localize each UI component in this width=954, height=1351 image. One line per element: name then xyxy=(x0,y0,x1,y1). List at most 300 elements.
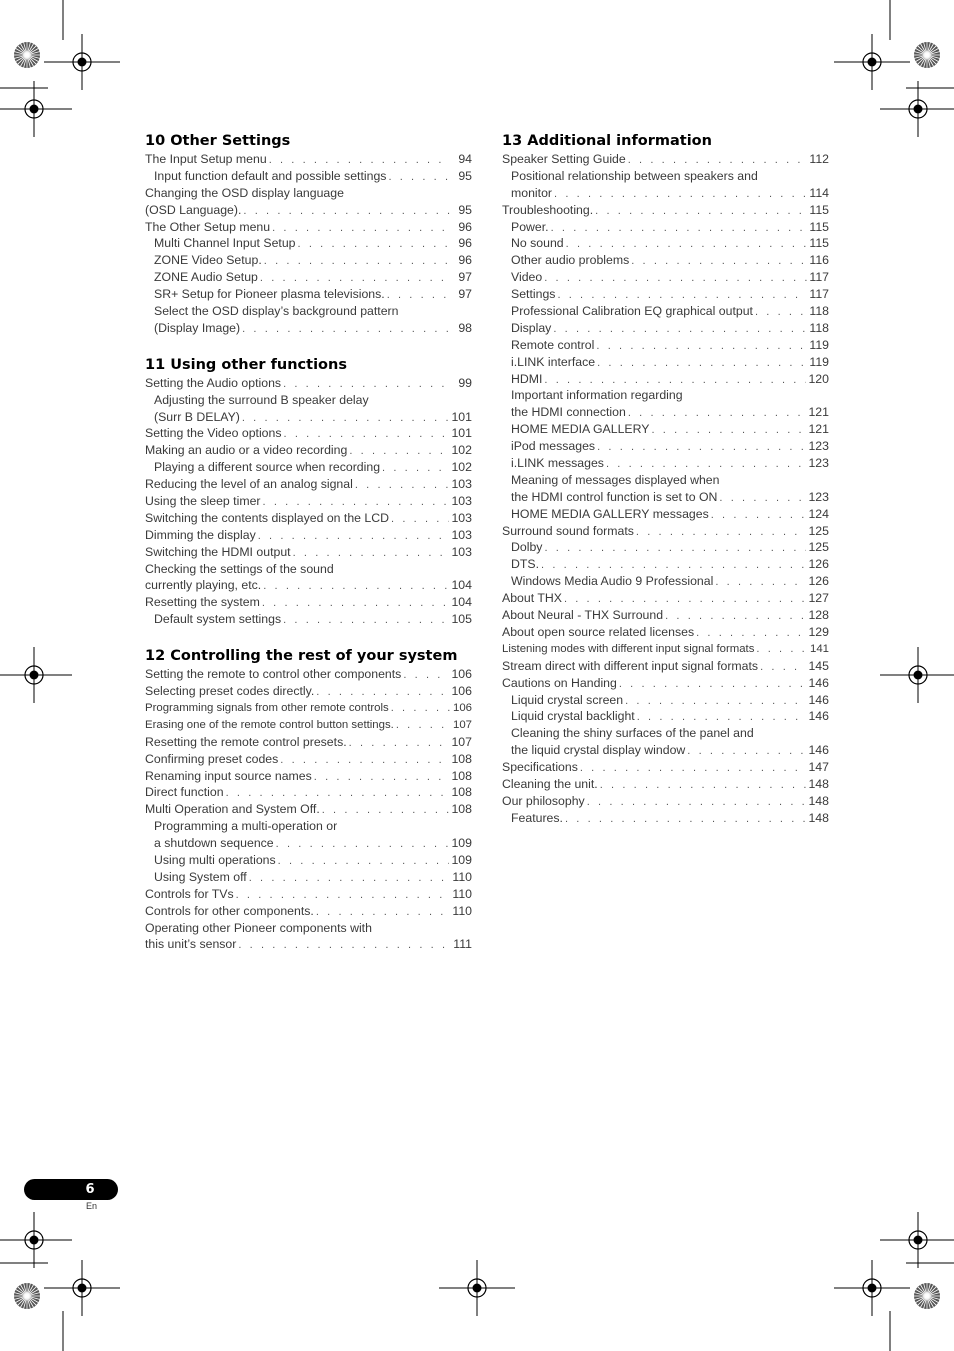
toc-entry-page: 107 xyxy=(452,718,472,731)
section-title: 13 Additional information xyxy=(502,133,712,149)
toc-entry-page: 97 xyxy=(458,270,472,285)
toc-entry xyxy=(145,303,472,320)
toc-entry xyxy=(145,527,472,544)
toc-entry-title: (Surr B DELAY) xyxy=(154,409,240,424)
toc-entry-page: 118 xyxy=(809,320,829,335)
toc-entry-page: 128 xyxy=(808,608,829,623)
dot-leader xyxy=(715,574,806,590)
dot-leader xyxy=(652,422,807,438)
toc-entry xyxy=(145,510,472,527)
toc-entry xyxy=(502,556,829,573)
toc-entry-page: 96 xyxy=(458,219,472,234)
dot-leader xyxy=(391,700,450,717)
toc-entry-title: Important information regarding xyxy=(511,388,683,403)
dot-leader xyxy=(349,735,450,751)
toc-entry-page: 125 xyxy=(808,540,829,555)
toc-entry-page: 146 xyxy=(808,692,829,707)
toc-entry-title: Reducing the level of an analog signal xyxy=(145,477,353,492)
toc-entry-page: 103 xyxy=(451,494,472,509)
toc-entry xyxy=(145,869,472,886)
toc-entry xyxy=(145,476,472,493)
dot-leader xyxy=(316,904,450,920)
toc-entry-title: Playing a different source when recording xyxy=(154,460,381,475)
dot-leader xyxy=(756,641,807,658)
registration-target-icon xyxy=(834,1260,910,1316)
toc-entry-page: 116 xyxy=(809,253,829,268)
toc-entry-title: Select the OSD display’s background pattern xyxy=(154,304,399,319)
toc-entry-title: Erasing one of the remote control button settings. xyxy=(145,718,394,731)
toc-entry-page: 101 xyxy=(451,426,472,441)
toc-entry-title: HOME MEDIA GALLERY messages xyxy=(511,506,709,521)
toc-entry-title: Checking the settings of the sound xyxy=(145,561,334,576)
toc-entry xyxy=(145,784,472,801)
toc-entry xyxy=(502,185,829,202)
toc-entry-title: Cleaning the shiny surfaces of the panel and xyxy=(511,726,754,741)
toc-entry xyxy=(502,607,829,624)
toc-entry xyxy=(145,835,472,852)
toc-entry-page: 146 xyxy=(808,743,829,758)
toc-entry-title: Cleaning the unit. xyxy=(502,776,598,791)
toc-entry-title: (Display Image) xyxy=(154,320,241,335)
toc-entry-title: Power. xyxy=(511,219,549,234)
toc-entry xyxy=(145,936,472,953)
toc-entry xyxy=(502,692,829,709)
dot-leader xyxy=(587,794,807,810)
toc-entry-page: 115 xyxy=(809,202,829,217)
dot-leader xyxy=(298,236,450,252)
toc-entry xyxy=(502,252,829,269)
toc-entry xyxy=(502,641,829,658)
toc-entry-page: 121 xyxy=(808,405,829,420)
toc-entry-title: Troubleshooting. xyxy=(502,202,594,217)
toc-entry-page: 108 xyxy=(451,768,472,783)
dot-leader xyxy=(243,203,450,219)
dot-leader xyxy=(551,220,807,236)
toc-entry-title: Changing the OSD display language xyxy=(145,185,344,200)
toc-section xyxy=(145,647,472,953)
toc-entry-title: Specifications xyxy=(502,760,578,775)
toc-entry xyxy=(502,269,829,286)
toc-entry xyxy=(502,151,829,168)
toc-entry-title: currently playing, etc. xyxy=(145,578,262,593)
toc-entry-title: Using System off xyxy=(154,869,247,884)
section-title: 11 Using other functions xyxy=(145,356,347,373)
dot-leader xyxy=(564,591,807,607)
toc-entry xyxy=(502,371,829,388)
toc-entry-page: 148 xyxy=(808,793,829,808)
registration-target-icon xyxy=(0,647,72,703)
toc-entry-title: Speaker Setting Guide xyxy=(502,152,626,166)
registration-target-icon xyxy=(44,34,120,90)
dot-leader xyxy=(628,405,807,421)
dot-leader xyxy=(284,426,450,442)
toc-entry xyxy=(502,202,829,219)
dot-leader xyxy=(355,477,450,493)
toc-entry-page: 124 xyxy=(808,506,829,521)
toc-entry xyxy=(502,658,829,675)
dot-leader xyxy=(755,304,807,320)
section-gap xyxy=(145,337,472,356)
toc-entry-title: Windows Media Audio 9 Professional xyxy=(511,574,714,589)
dot-leader xyxy=(272,220,450,236)
toc-entry-title: No sound xyxy=(511,236,564,251)
toc-entry xyxy=(145,235,472,252)
registration-target-icon xyxy=(880,1212,954,1268)
registration-target-icon xyxy=(880,81,954,137)
toc-entry-page: 104 xyxy=(451,595,472,610)
dot-leader xyxy=(719,490,806,506)
toc-entry xyxy=(145,717,472,734)
toc-entry xyxy=(502,472,829,489)
toc-entry-title: (OSD Language). xyxy=(145,202,242,217)
toc-entry-page: 96 xyxy=(458,253,472,268)
toc-entry-page: 108 xyxy=(451,785,472,800)
toc-entry xyxy=(502,303,829,320)
toc-entry-page: 114 xyxy=(809,185,829,200)
toc-entry-title: monitor xyxy=(511,185,553,200)
toc-entry xyxy=(502,286,829,303)
toc-entry-page: 118 xyxy=(809,304,829,319)
registration-target-icon xyxy=(44,1260,120,1316)
toc-entry-title: About THX xyxy=(502,591,562,606)
toc-entry-page: 99 xyxy=(458,375,472,390)
registration-target-icon xyxy=(880,647,954,703)
toc-entry-page: 103 xyxy=(451,477,472,492)
toc-entry xyxy=(145,561,472,578)
toc-entry-page: 102 xyxy=(451,460,472,475)
toc-entry-page: 105 xyxy=(451,612,472,627)
toc-entry-title: Other audio problems xyxy=(511,253,630,268)
toc-section xyxy=(502,132,829,827)
dot-leader xyxy=(316,684,449,700)
dot-leader xyxy=(566,236,807,252)
toc-entry xyxy=(145,425,472,442)
toc-entry-page: 146 xyxy=(808,675,829,690)
toc-entry-title: Operating other Pioneer components with xyxy=(145,920,372,935)
dot-leader xyxy=(391,511,449,527)
toc-entry-title: Settings xyxy=(511,287,556,302)
toc-entry-title: Professional Calibration EQ graphical output xyxy=(511,304,753,319)
toc-entry-page: 126 xyxy=(808,557,829,572)
toc-entry xyxy=(145,375,472,392)
dot-leader xyxy=(280,752,449,768)
toc-entry xyxy=(145,151,472,168)
dot-leader xyxy=(263,578,449,594)
toc-entry-title: Our philosophy xyxy=(502,793,585,808)
toc-entry-page: 109 xyxy=(451,852,472,867)
toc-entry-page: 106 xyxy=(451,667,472,682)
toc-entry xyxy=(145,219,472,236)
dot-leader xyxy=(553,321,807,337)
toc-entry-page: 103 xyxy=(451,527,472,542)
toc-entry-page: 110 xyxy=(452,869,472,884)
dot-leader xyxy=(597,439,806,455)
toc-entry-page: 123 xyxy=(808,456,829,471)
toc-entry-page: 101 xyxy=(451,409,472,424)
toc-entry-page: 145 xyxy=(808,658,829,673)
toc-entry-title: HOME MEDIA GALLERY xyxy=(511,422,650,437)
toc-entry xyxy=(502,523,829,540)
dot-leader xyxy=(283,612,449,628)
toc-entry-title: Switching the contents displayed on the LCD xyxy=(145,510,390,525)
toc-left-column xyxy=(145,132,472,953)
dot-leader xyxy=(293,545,450,561)
dot-leader xyxy=(631,253,807,269)
toc-entry-page: 109 xyxy=(451,836,472,851)
dot-leader xyxy=(595,203,807,219)
dot-leader xyxy=(687,743,806,759)
dot-leader xyxy=(597,355,807,371)
toc-entry-page: 108 xyxy=(451,751,472,766)
toc-entry-page: 107 xyxy=(451,734,472,749)
section-title: 12 Controlling the rest of your system xyxy=(145,648,458,665)
toc-entry xyxy=(502,708,829,725)
registration-star-icon xyxy=(14,42,40,68)
toc-entry-title: the HDMI control function is set to ON xyxy=(511,489,718,504)
toc-entry-page: 120 xyxy=(808,371,829,386)
dot-leader xyxy=(557,287,807,303)
toc-entry xyxy=(145,544,472,561)
dot-leader xyxy=(606,456,807,472)
toc-entry-title: Setting the Audio options xyxy=(145,375,282,390)
toc-entry-title: Stream direct with different input signal formats xyxy=(502,658,759,673)
toc-entry-page: 129 xyxy=(808,624,829,639)
dot-leader xyxy=(322,802,450,818)
toc-entry-title: this unit’s sensor xyxy=(145,937,237,952)
toc-entry-page: 103 xyxy=(451,510,472,525)
dot-leader xyxy=(544,372,806,388)
dot-leader xyxy=(238,937,450,953)
toc-entry-title: Resetting the remote control presets. xyxy=(145,734,347,749)
dot-leader xyxy=(263,494,450,510)
toc-entry-title: iPod messages xyxy=(511,439,596,454)
toc-entry-title: HDMI xyxy=(511,371,543,386)
dot-leader xyxy=(226,785,450,801)
toc-entry xyxy=(145,392,472,409)
dot-leader xyxy=(387,287,450,303)
page-language: En xyxy=(86,1201,98,1211)
dot-leader xyxy=(388,169,450,185)
toc-entry-page: 111 xyxy=(453,937,472,952)
dot-leader xyxy=(619,676,807,692)
toc-entry-title: DTS. xyxy=(511,557,540,572)
toc-entry xyxy=(502,725,829,742)
toc-entry xyxy=(145,700,472,717)
toc-section xyxy=(145,356,472,628)
toc-entry-title: Confirming preset codes xyxy=(145,751,279,766)
toc-entry-title: the liquid crystal display window xyxy=(511,743,686,758)
toc-right-column xyxy=(502,132,829,827)
toc-entry-title: SR+ Setup for Pioneer plasma televisions. xyxy=(154,287,385,302)
dot-leader xyxy=(554,186,807,202)
toc-entry-page: 125 xyxy=(808,523,829,538)
toc-entry xyxy=(145,611,472,628)
dot-leader xyxy=(349,443,449,459)
toc-section xyxy=(145,132,472,337)
toc-entry xyxy=(502,573,829,590)
dot-leader xyxy=(276,836,450,852)
toc-entry xyxy=(502,320,829,337)
toc-entry-title: Display xyxy=(511,320,552,335)
toc-entry-title: Direct function xyxy=(145,785,224,800)
toc-entry xyxy=(502,624,829,641)
toc-entry-page: 95 xyxy=(458,202,472,217)
toc-entry-title: the HDMI connection xyxy=(511,405,626,420)
dot-leader xyxy=(636,524,807,540)
toc-entry-title: Dolby xyxy=(511,540,543,555)
toc-entry-title: ZONE Audio Setup xyxy=(154,270,258,285)
toc-entry-title: Positional relationship between speakers and xyxy=(511,168,758,183)
dot-leader xyxy=(665,608,806,624)
dot-leader xyxy=(760,659,806,675)
toc-entry-title: Adjusting the surround B speaker delay xyxy=(154,392,369,407)
toc-entry xyxy=(145,751,472,768)
toc-entry xyxy=(145,734,472,751)
toc-entry xyxy=(145,252,472,269)
toc-entry xyxy=(502,506,829,523)
toc-entry-title: Programming signals from other remote controls xyxy=(145,701,389,714)
dot-leader xyxy=(262,595,450,611)
dot-leader xyxy=(544,540,806,556)
toc-entry xyxy=(502,810,829,827)
toc-entry xyxy=(145,185,472,202)
dot-leader xyxy=(580,760,807,776)
toc-entry xyxy=(145,683,472,700)
dot-leader xyxy=(382,460,449,476)
toc-entry-title: i.LINK messages xyxy=(511,456,604,471)
toc-entry-title: Programming a multi-operation or xyxy=(154,819,338,834)
toc-entry-page: 123 xyxy=(808,439,829,454)
dot-leader xyxy=(403,667,449,683)
toc-entry-page: 115 xyxy=(809,219,829,234)
toc-entry-title: Setting the remote to control other components xyxy=(145,667,402,682)
registration-target-icon xyxy=(439,1260,515,1316)
dot-leader xyxy=(278,853,450,869)
toc-entry xyxy=(145,493,472,510)
toc-entry xyxy=(502,404,829,421)
toc-entry-title: Surround sound formats xyxy=(502,523,634,538)
dot-leader xyxy=(541,557,806,573)
toc-entry-page: 103 xyxy=(451,544,472,559)
toc-entry xyxy=(502,539,829,556)
toc-entry-title: Dimming the display xyxy=(145,527,256,542)
toc-entry xyxy=(145,168,472,185)
toc-entry xyxy=(145,801,472,818)
toc-entry-title: Cautions on Handing xyxy=(502,675,617,690)
toc-entry xyxy=(145,920,472,937)
toc-entry-title: Making an audio or a video recording xyxy=(145,443,348,458)
toc-entry-title: Liquid crystal screen xyxy=(511,692,624,707)
toc-entry-title: Meaning of messages displayed when xyxy=(511,472,720,487)
toc-entry-title: The Other Setup menu xyxy=(145,219,271,234)
dot-leader xyxy=(264,253,450,269)
toc-entry-page: 95 xyxy=(458,168,472,183)
toc-entry xyxy=(502,219,829,236)
dot-leader xyxy=(565,811,807,827)
dot-leader xyxy=(625,693,806,709)
toc-entry-page: 119 xyxy=(809,354,829,369)
toc-entry xyxy=(145,459,472,476)
toc-entry-title: i.LINK interface xyxy=(511,354,596,369)
toc-entry-page: 94 xyxy=(458,152,472,166)
toc-entry-page: 123 xyxy=(808,489,829,504)
toc-entry xyxy=(145,577,472,594)
toc-entry xyxy=(502,455,829,472)
toc-entry-page: 141 xyxy=(809,642,829,655)
registration-target-icon xyxy=(834,34,910,90)
toc-entry-title: Features. xyxy=(511,810,563,825)
toc-entry-title: Multi Operation and System Off. xyxy=(145,802,320,817)
toc-entry xyxy=(145,903,472,920)
toc-entry xyxy=(502,421,829,438)
dot-leader xyxy=(242,321,450,337)
toc-entry xyxy=(145,818,472,835)
toc-entry-title: a shutdown sequence xyxy=(154,836,274,851)
toc-entry-title: ZONE Video Setup. xyxy=(154,253,262,268)
toc-entry-page: 126 xyxy=(808,574,829,589)
registration-star-icon xyxy=(914,42,940,68)
toc-entry xyxy=(502,793,829,810)
toc-entry-title: Video xyxy=(511,270,543,285)
dot-leader xyxy=(269,152,450,168)
toc-entry-title: Listening modes with different input signal formats xyxy=(502,642,755,655)
toc-entry-title: Using multi operations xyxy=(154,852,276,867)
toc-entry-page: 110 xyxy=(452,903,472,918)
toc-entry-title: Remote control xyxy=(511,337,595,352)
registration-star-icon xyxy=(914,1283,940,1309)
section-gap xyxy=(145,628,472,647)
toc-entry-title: About open source related licenses xyxy=(502,624,695,639)
dot-leader xyxy=(260,270,450,286)
toc-entry xyxy=(145,202,472,219)
dot-leader xyxy=(696,625,806,641)
toc-entry xyxy=(502,337,829,354)
toc-entry xyxy=(502,759,829,776)
toc-entry-page: 106 xyxy=(451,684,472,699)
toc-entry-page: 97 xyxy=(458,287,472,302)
dot-leader xyxy=(249,870,450,886)
registration-target-icon xyxy=(0,81,72,137)
toc-entry-page: 104 xyxy=(451,578,472,593)
toc-entry xyxy=(502,438,829,455)
toc-entry-title: Controls for other components. xyxy=(145,903,314,918)
toc-entry-title: Controls for TVs xyxy=(145,886,234,901)
toc-entry-page: 119 xyxy=(809,337,829,352)
toc-entry-page: 147 xyxy=(808,760,829,775)
toc-entry-title: Setting the Video options xyxy=(145,426,282,441)
dot-leader xyxy=(600,777,807,793)
toc-entry-page: 98 xyxy=(458,320,472,335)
toc-entry-title: Default system settings xyxy=(154,612,282,627)
toc-entry-page: 121 xyxy=(808,422,829,437)
page-number: 6 xyxy=(85,1182,95,1197)
toc-entry-title: Switching the HDMI output xyxy=(145,544,291,559)
toc-entry-page: 146 xyxy=(808,709,829,724)
dot-leader xyxy=(596,338,807,354)
toc-entry-title: Selecting preset codes directly. xyxy=(145,684,315,699)
section-title: 10 Other Settings xyxy=(145,133,291,149)
toc-entry xyxy=(502,776,829,793)
dot-leader xyxy=(544,270,807,286)
toc-entry xyxy=(145,409,472,426)
toc-entry xyxy=(145,886,472,903)
toc-entry xyxy=(502,675,829,692)
toc-entry-page: 117 xyxy=(809,270,829,285)
registration-target-icon xyxy=(0,1212,72,1268)
toc-entry-title: Using the sleep timer xyxy=(145,494,261,509)
toc-entry xyxy=(145,320,472,337)
toc-entry-page: 115 xyxy=(809,236,829,251)
